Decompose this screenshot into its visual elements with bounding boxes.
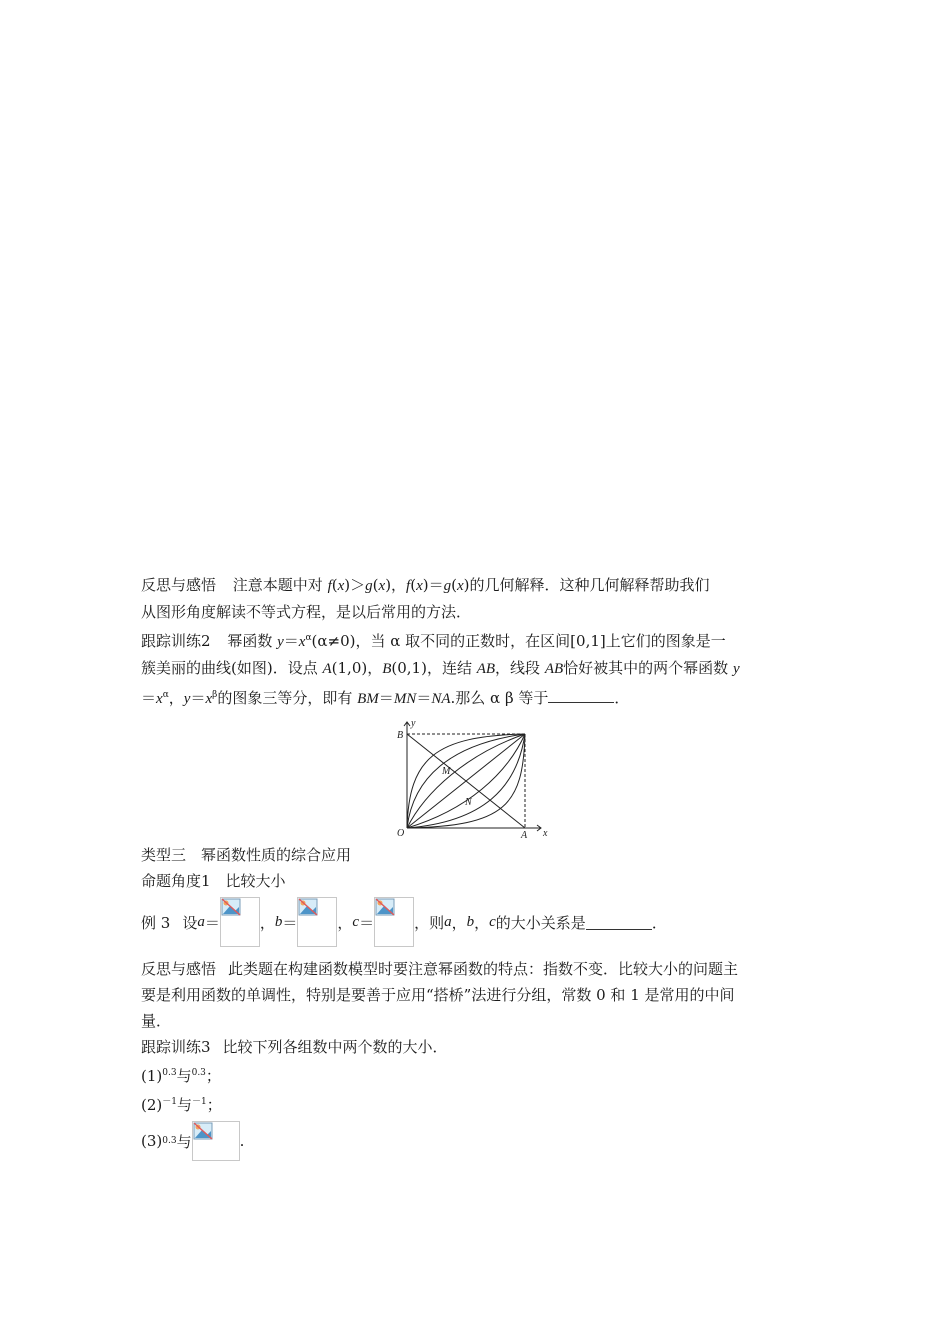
practice-label: 跟踪训练3 — [141, 1038, 211, 1056]
practice-3-item1: $(1)^{0.3}$与$^{0.3}$； — [141, 1067, 221, 1085]
practice-label: 跟踪训练2 — [141, 632, 211, 650]
practice-3-item3: (3) 0.3 与 . — [141, 1118, 813, 1164]
example-3: 例 3 设 a ＝ ， b ＝ ， c ＝ ，则 a ， b ， c 的大小关系是 ． — [141, 894, 813, 950]
label-N: N — [465, 797, 472, 808]
label-x: x — [543, 828, 548, 838]
practice-2-line3: $=x^\alpha$，$y=x^\beta$的图象三等分，即有 BM＝MN＝NA.那么 α β 等于 ． — [141, 689, 630, 707]
reflection-1-line1: 反思与感悟 注意本题中对 f(x)＞g(x)，f(x)＝g(x)的几何解释．这种几何解释帮助我们 — [141, 576, 710, 594]
label-B: B — [397, 730, 404, 741]
broken-image-icon — [192, 1121, 240, 1161]
power-function-figure — [395, 718, 555, 838]
example-label: 例 3 — [141, 913, 171, 932]
section-title: 类型三 幂函数性质的综合应用 — [141, 846, 352, 864]
practice-2-line2: 簇美丽的曲线(如图)．设点 A(1,0)，B(0,1)，连结 AB，线段 AB恰好被其中的两个幂函数 y — [141, 659, 740, 677]
power-curves-diagram — [395, 718, 555, 838]
answer-blank — [548, 688, 614, 703]
label-M: M — [442, 766, 451, 777]
reflection-2-line3: 量． — [141, 1012, 172, 1030]
reflection-label: 反思与感悟 — [141, 960, 217, 978]
reflection-label: 反思与感悟 — [141, 576, 217, 594]
label-A: A — [521, 830, 528, 838]
reflection-1-line2: 从图形角度解读不等式方程，是以后常用的方法． — [141, 603, 472, 621]
answer-blank — [586, 915, 652, 930]
label-y: y — [411, 718, 416, 729]
practice-3-title: 跟踪训练3 比较下列各组数中两个数的大小． — [141, 1038, 448, 1056]
label-O: O — [397, 828, 405, 838]
reflection-2-line2: 要是利用函数的单调性，特别是要善于应用“搭桥”法进行分组，常数 0 和 1 是常用的中间 — [141, 986, 735, 1004]
broken-image-icon — [297, 897, 337, 947]
reflection-2-line1: 反思与感悟 此类题在构建函数模型时要注意幂函数的特点：指数不变．比较大小的问题主 — [141, 960, 739, 978]
practice-3-item2: $(2)^{-1}$与$^{-1}$； — [141, 1096, 222, 1114]
angle-title: 命题角度1 比较大小 — [141, 872, 286, 890]
document-body — [141, 572, 813, 1164]
broken-image-icon — [220, 897, 260, 947]
practice-2-line1: 跟踪训练2 幂函数 $y=x^\alpha(\alpha\ne 0)$，当 α 取不同的正数时，在区间[0,1]上它们的图象是一 — [141, 632, 726, 650]
broken-image-icon — [374, 897, 414, 947]
